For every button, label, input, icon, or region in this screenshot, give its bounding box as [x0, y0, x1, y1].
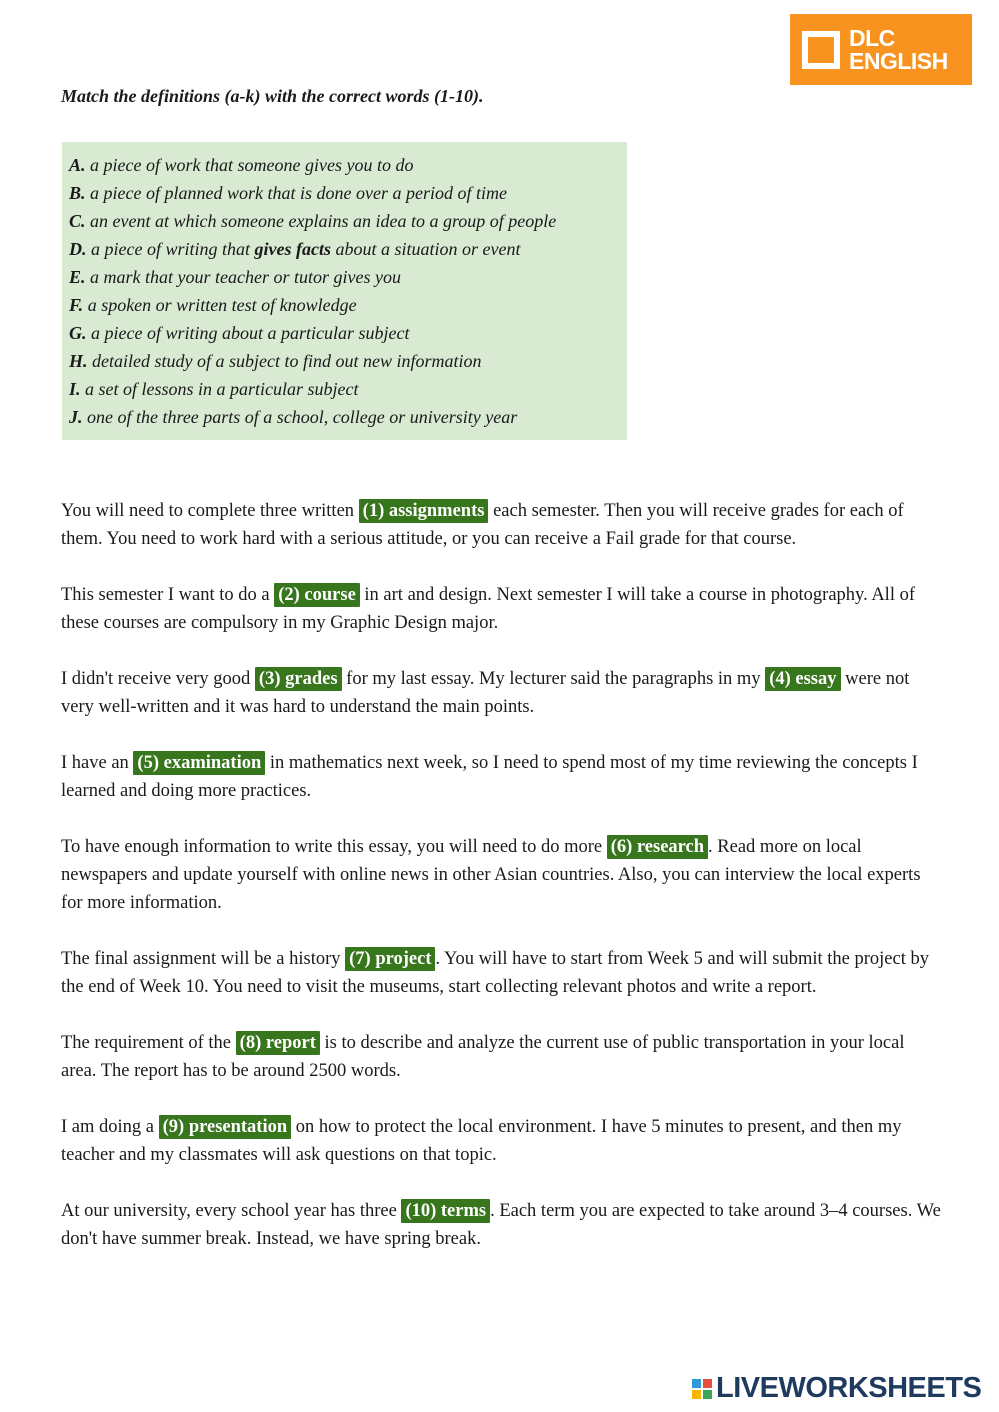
answer-field-1[interactable]: (1) assignments	[359, 499, 489, 523]
passages	[61, 497, 941, 1281]
liveworksheets-wordmark: LIVEWORKSHEETS	[716, 1372, 982, 1404]
logo-line-1: DLC	[849, 24, 895, 51]
passage-6: The final assignment will be a history (7) project . You will have to start from Week 5 and will submit the project by the end of Week 10. You need to visit the museums, start collecting relevant photos and write a report.	[61, 949, 929, 997]
definition-j: J. one of the three parts of a school, college or university year	[69, 407, 518, 427]
passage-4: I have an (5) examination in mathematics next week, so I need to spend most of my time reviewing the concepts I learned and doing more practices.	[61, 753, 918, 801]
logo-square-icon	[802, 31, 840, 69]
liveworksheets-footer	[692, 1372, 981, 1405]
answer-field-9[interactable]: (9) presentation	[159, 1115, 292, 1139]
dlc-english-logo	[790, 14, 972, 85]
definition-c: C. an event at which someone explains an idea to a group of people	[69, 211, 557, 231]
passage-2: This semester I want to do a (2) course in art and design. Next semester I will take a course in photography. All of these courses are compulsory in my Graphic Design major.	[61, 585, 915, 633]
answer-field-7[interactable]: (7) project	[345, 947, 435, 971]
answer-field-8[interactable]: (8) report	[236, 1031, 320, 1055]
answer-field-5[interactable]: (5) examination	[133, 751, 265, 775]
definition-h: H. detailed study of a subject to find out new information	[69, 351, 482, 371]
liveworksheets-logo-icon	[692, 1379, 712, 1399]
passage-7: The requirement of the (8) report is to describe and analyze the current use of public transportation in your local area. The report has to be around 2500 words.	[61, 1033, 905, 1081]
definition-g: G. a piece of writing about a particular subject	[69, 323, 410, 343]
logo-line-2: ENGLISH	[849, 47, 948, 74]
answer-field-6[interactable]: (6) research	[607, 835, 708, 859]
passage-8: I am doing a (9) presentation on how to protect the local environment. I have 5 minutes to present, and then my teacher and my classmates will ask questions on that topic.	[61, 1117, 902, 1165]
passage-3: I didn't receive very good (3) grades for my last essay. My lecturer said the paragraphs in my (4) essay were not very well-written and it was hard to understand the main points.	[61, 669, 910, 717]
instruction: Match the definitions (a-k) with the correct words (1-10).	[61, 86, 484, 106]
answer-field-4[interactable]: (4) essay	[765, 667, 840, 691]
answer-field-3[interactable]: (3) grades	[255, 667, 342, 691]
answer-field-2[interactable]: (2) course	[274, 583, 360, 607]
definition-f: F. a spoken or written test of knowledge	[69, 295, 357, 315]
answer-field-10[interactable]: (10) terms	[401, 1199, 490, 1223]
passage-1: You will need to complete three written (1) assignments each semester. Then you will receive grades for each of them. You need to work hard with a serious attitude, or you can receive a Fail grade for that course.	[61, 501, 904, 549]
definition-a: A. a piece of work that someone gives you to do	[69, 155, 414, 175]
passage-9: At our university, every school year has three (10) terms . Each term you are expected to take around 3–4 courses. We don't have summer break. Instead, we have spring break.	[61, 1201, 941, 1249]
definition-i: I. a set of lessons in a particular subject	[69, 379, 359, 399]
passage-5: To have enough information to write this essay, you will need to do more (6) research . Read more on local newspapers and update yourself with online news in other Asian countries. Also, you can interview the local experts for more information.	[61, 837, 921, 913]
definition-b: B. a piece of planned work that is done over a period of time	[69, 183, 507, 203]
definition-d: D. a piece of writing that gives facts about a situation or event	[69, 239, 521, 259]
definitions-box	[62, 142, 627, 440]
definition-e: E. a mark that your teacher or tutor gives you	[69, 267, 401, 287]
logo-text	[849, 24, 948, 74]
